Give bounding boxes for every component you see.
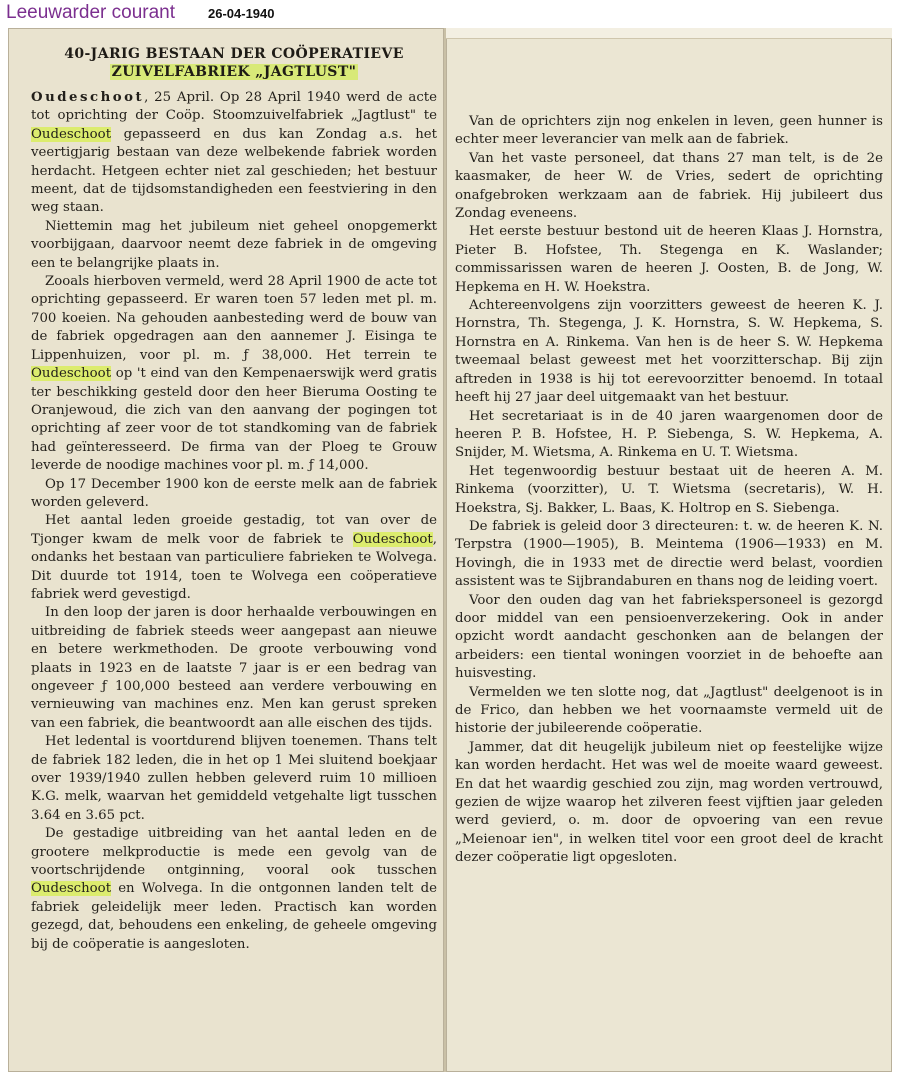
paragraph (31, 733, 437, 825)
paragraph (455, 223, 883, 297)
paragraph (31, 273, 437, 475)
text-segment: , 25 April. Op 28 April 1940 werd de acte tot oprichting der Coöp. Stoomzuivelfabriek „Jagtlust" te (31, 90, 437, 124)
paragraph (455, 592, 883, 684)
paragraph (455, 684, 883, 739)
article-body-right (455, 113, 883, 868)
highlighted-term: Oudeschoot (31, 126, 112, 142)
article-title (31, 45, 437, 81)
paragraph (455, 739, 883, 868)
text-segment: Het secretariaat is in de 40 jaren waargenomen door de heeren P. B. Hofstee, H. P. Siebenga, S. W. Hepkema, A. Snijder, M. Wietsma, A. Rinkema en U. T. Wietsma. (455, 408, 883, 461)
page-header (0, 0, 900, 26)
paragraph (31, 476, 437, 513)
paragraph (31, 89, 437, 218)
highlighted-term: Oudeschoot (352, 531, 433, 547)
dateline-place: Oudeschoot (31, 90, 145, 105)
text-segment: De fabriek is geleid door 3 directeuren: t. w. de heeren K. N. Terpstra (1900—1905), B. Meintema (1906—1933) en M. Hovingh, die in 1933 met de directie werd belast, voordien assistent was te Sijbrandaburen en thans nog de leiding voert. (455, 518, 883, 590)
text-segment: Het ledental is voortdurend blijven toenemen. Thans telt de fabriek 182 leden, die in het op 1 Mei sluitend boekjaar over 1939/1940 zullen hebben geleverd ruim 10 millioen K.G. melk, waarvan het gemiddeld vetgehalte ligt tusschen 3.64 en 3.65 pct. (31, 734, 437, 823)
paragraph (455, 463, 883, 518)
article-column-left (8, 28, 444, 1072)
paragraph (31, 604, 437, 733)
text-segment: Het eerste bestuur bestond uit de heeren Klaas J. Hornstra, Pieter B. Hofstee, Th. Stegenga en K. Waslander; commissarissen waren de heeren J. Oosten, B. de Jong, W. Hepkema en H. W. Hoekstra. (455, 224, 883, 295)
paragraph (31, 512, 437, 604)
text-segment: gepasseerd en dus kan Zondag a.s. het veertigjarig bestaan van deze welbekende fabriek worden herdacht. Hetgeen echter niet zal geschieden; het bestuur meent, dat de tijdsomstandigheden een feestviering in den weg staan. (31, 126, 437, 216)
text-segment: op 't eind van den Kempenaerswijk werd gratis ter beschikking gesteld door den heer Bieruma Oosting te Oranjewoud, die zich van den aanvang der pogingen tot oprichting af zeer voor de tot standkoming van de fabriek had geïnteresseerd. De firma van der Ploeg te Grouw leverde de noodige machines voor pl. m. ƒ 14,000. (31, 366, 437, 474)
text-segment: Van de oprichters zijn nog enkelen in leven, geen hunner is echter meer leverancier van melk aan de fabriek. (455, 114, 883, 148)
article-title-line-1: 40-JARIG BESTAAN DER COÖPERATIEVE (64, 46, 404, 62)
text-segment: Achtereenvolgens zijn voorzitters geweest de heeren K. J. Hornstra, Th. Stegenga, J. K. Hornstra, S. W. Hepkema, S. Hornstra en A. Rinkema. Van hen is de heer S. W. Hepkema tweemaal belast geweest met het voorzitterschap. Bij zijn aftreden in 1938 is hij tot eerevoorzitter benoemd. In totaal heeft hij 27 jaar deel uitgemaakt van het bestuur. (455, 298, 883, 406)
text-segment: Voor den ouden dag van het fabriekspersoneel is gezorgd door middel van een pensioenverzekering. Ook in ander opzicht wordt aandacht geschonken aan de belangen der arbeiders: een tiental woningen voorziet in de behoefte aan huisvesting. (455, 592, 883, 682)
text-segment: Jammer, dat dit heugelijk jubileum niet op feestelijke wijze kan worden herdacht. Het was wel de moeite waard geweest. En dat het waardig geschied zou zijn, mag worden vertrouwd, gezien de wijze waarop het zilveren feest vijftien jaar geleden werd gevierd, o. m. door de opvoering van een revue „Meienoar ien", in welken titel voor een groot deel de kracht dezer coöperatie ligt opgesloten. (455, 739, 883, 866)
article-body-left (31, 89, 437, 954)
paragraph (455, 408, 883, 463)
paragraph (455, 150, 883, 224)
text-segment: In den loop der jaren is door herhaalde verbouwingen en uitbreiding de fabriek steeds weer aangepast aan nieuwe en betere werkmethoden. De groote verbouwing vond plaats in 1923 en de laatste 7 jaar is er een bedrag van ongeveer ƒ 100,000 besteed aan verdere verbouwing en vernieuwing van machines enz. Men kan gerust spreken van een fabriek, die beantwoordt aan alle eischen des tijds. (31, 605, 437, 731)
text-segment: Het aantal leden groeide gestadig, tot van over de Tjonger kwam de melk voor de fabriek te (31, 513, 437, 547)
highlighted-term: Oudeschoot (31, 881, 112, 897)
text-segment: Zooals hierboven vermeld, werd 28 April 1900 de acte tot oprichting gepasseerd. Er waren toen 57 leden met pl. m. 700 koeien. Na gehouden aanbesteding werd de bouw van de fabriek opgedragen aan den aannemer J. Eisinga te Lippenhuizen, voor pl. m. ƒ 38,000. Het terrein te (31, 274, 437, 363)
paragraph (455, 113, 883, 150)
paragraph (31, 825, 437, 954)
text-segment: Van het vaste personeel, dat thans 27 man telt, is de 2e kaasmaker, de heer W. de Vries, sedert de oprichting onafgebroken werkzaam aan de fabriek. Hij jubileert dus Zondag eveneens. (455, 150, 883, 222)
article-title-line-2: ZUIVELFABRIEK „JAGTLUST" (111, 64, 357, 80)
text-segment: en Wolvega. In die ontgonnen landen telt de fabriek geleidelijk meer leden. Practisch kan worden gezegd, dat, behoudens een enkeling, de geheele omgeving bij de coöperatie is aangesloten. (31, 881, 437, 952)
text-segment: De gestadige uitbreiding van het aantal leden en de grootere melkproductie is mede een gevolg van de voortschrijdende ontginning, vooral ook tusschen (31, 826, 437, 879)
text-segment: , ondanks het bestaan van particuliere fabrieken te Wolvega. Dit duurde tot 1914, toen te Wolvega een coöperatieve fabriek werd gevestigd. (31, 531, 437, 602)
text-segment: Vermelden we ten slotte nog, dat „Jagtlust" deelgenoot is in de Frico, dan hebben we het voornaamste vermeld uit de historie der jubileerende coöperatie. (455, 684, 883, 737)
paragraph (455, 297, 883, 407)
paragraph (455, 518, 883, 592)
article-column-right (446, 28, 892, 1072)
highlighted-term: Oudeschoot (31, 366, 112, 382)
paragraph (31, 218, 437, 273)
publication-date: 26-04-1940 (208, 6, 275, 21)
text-segment: Niettemin mag het jubileum niet geheel onopgemerkt voorbijgaan, daarvoor neemt deze fabriek in de omgeving een te belangrijke plaats in. (31, 218, 437, 271)
text-segment: Op 17 December 1900 kon de eerste melk aan de fabriek worden geleverd. (31, 476, 437, 510)
newspaper-name: Leeuwarder courant (6, 2, 175, 23)
text-segment: Het tegenwoordig bestuur bestaat uit de heeren A. M. Rinkema (voorzitter), U. T. Wietsma (secretaris), W. H. Hoekstra, Sj. Bakker, L. Baas, K. Holtrop en S. Siebenga. (455, 463, 883, 516)
column-top-edge (446, 28, 892, 39)
